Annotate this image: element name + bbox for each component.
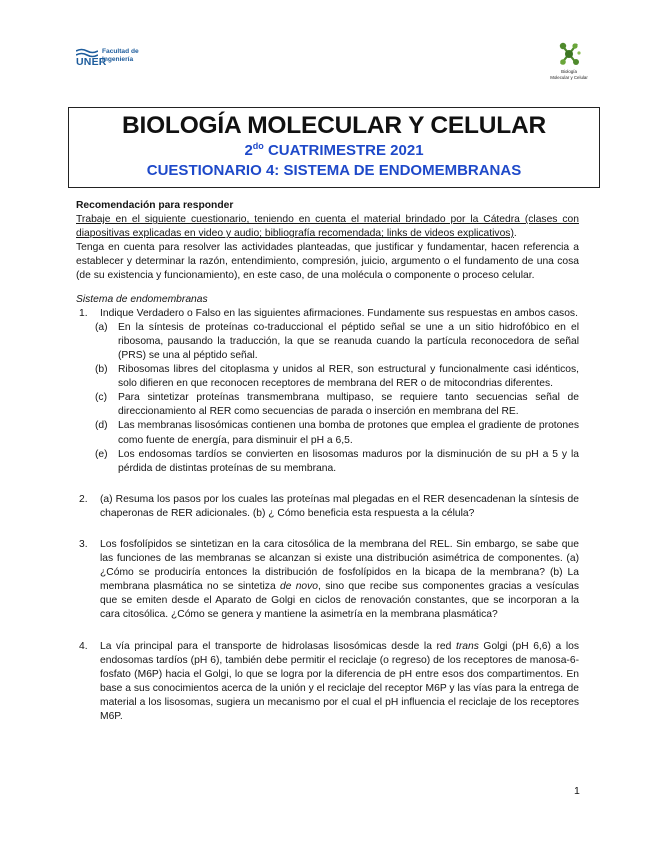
item-text: Las membranas lisosómicas contienen una bomba de protones que emplea el gradiente de protones como fuente de energía, para disminuir el pH a 6,5. bbox=[118, 420, 579, 446]
question-1-item-d bbox=[76, 419, 579, 447]
question-1 bbox=[76, 307, 579, 321]
item-text: Para sintetizar proteínas transmembrana multipaso, se requiere tanto secuencias señal de direccionamiento al RER como secuencias de parada o inserción en membrana del RE. bbox=[118, 392, 579, 418]
course-logo bbox=[544, 40, 594, 90]
item-label: (e) bbox=[95, 448, 108, 460]
question-4-part-1: La vía principal para el transporte de hidrolasas lisosómicas desde la red bbox=[100, 640, 456, 652]
question-1-item-a bbox=[76, 321, 579, 363]
question-4-number: 4. bbox=[79, 640, 88, 652]
title-box bbox=[68, 107, 600, 188]
item-text: En la síntesis de proteínas co-traduccional el péptido señal se une a un sitio hidrofóbico en el ribosoma, pausando la traducción, la que se reanuda cuando la partícula reconocedora de señal (PRS) se una al péptido señal. bbox=[118, 321, 579, 361]
question-2-number: 2. bbox=[79, 493, 88, 505]
page-number: 1 bbox=[574, 785, 580, 797]
recommendation-period: . bbox=[513, 228, 517, 240]
question-2-text: (a) Resuma los pasos por los cuales las proteínas mal plegadas en el RER desencadenan la síntesis de chaperonas de RER adicionales. (b) ¿ Cómo beneficia esta respuesta a la célula? bbox=[100, 493, 579, 519]
course-title: BIOLOGÍA MOLECULAR Y CELULAR bbox=[121, 112, 547, 139]
question-3-part-2: , sino que recibe sus componentes gracias a vesículas que se emiten desde el Aparato de Golgi en ciclos de renovación constantes, que se incorporan a la cara citosólica. ¿Cómo se genera y mantiene la asimetría en la membrana plasmática? bbox=[100, 581, 579, 621]
semester-ordinal: do bbox=[252, 141, 264, 151]
question-2 bbox=[76, 493, 579, 521]
question-3-italic: de novo bbox=[279, 581, 319, 593]
item-label: (d) bbox=[95, 420, 108, 432]
item-label: (a) bbox=[95, 321, 108, 333]
questionnaire-title: CUESTIONARIO 4: SISTEMA DE ENDOMEMBRANAS bbox=[146, 162, 522, 179]
item-label: (b) bbox=[95, 364, 108, 376]
item-text: Ribosomas libres del citoplasma y unidos al RER, son estructural y funcionalmente casi idénticos, solo difieren en que reconocen receptores de membrana del RER o de mitocondrias diferentes. bbox=[118, 364, 579, 390]
course-logo-caption-1: Biología bbox=[561, 69, 577, 74]
course-logo-caption-2: Molecular y Celular bbox=[550, 75, 588, 80]
faculty-line-2: Ingeniería bbox=[102, 56, 134, 63]
question-4-italic: trans bbox=[455, 640, 479, 652]
question-1-item-e bbox=[76, 448, 579, 476]
item-label: (c) bbox=[95, 392, 108, 404]
question-1-number: 1. bbox=[79, 307, 88, 319]
recommendation-underlined-text: Trabaje en el siguiente cuestionario, teniendo en cuenta el material brindado por la Cátedra (clases con diapositivas explicadas en video y audio; bibliografía recomendada; links de videos explicativos) bbox=[76, 214, 579, 240]
faculty-line-1: Facultad de bbox=[102, 48, 139, 55]
question-1-text: Indique Verdadero o Falso en las siguientes afirmaciones. Fundamente sus respuestas en ambos casos. bbox=[100, 307, 578, 319]
faculty-name bbox=[102, 48, 139, 64]
question-3 bbox=[76, 538, 579, 623]
question-4 bbox=[76, 640, 579, 725]
question-3-part-1: Los fosfolípidos se sintetizan en la cara citosólica de la membrana del REL. Sin embargo, se sabe que las funciones de las membranas se alcanzan si existe una distribución asimétrica de componentes. (a) ¿Cómo se produciría entonces la distribución de fosfolípidos en la bicapa de la membrana? (b) La membrana plasmática no se sintetiza bbox=[100, 538, 579, 593]
question-3-number: 3. bbox=[79, 538, 88, 550]
logo-mark: UNER bbox=[76, 56, 107, 68]
semester-number: 2 bbox=[244, 142, 253, 159]
question-4-part-2: Golgi (pH 6,6) a los endosomas tardíos (pH 6), también debe permitir el reciclaje (o regreso) de los receptores de manosa-6-fosfato (M6P) hacia el Golgi, lo que se logra por la diferencia de pH entre esos dos compartimentos. En base a sus conocimientos acerca de la unión y el reciclaje del receptor M6P y las vías para la entrega de material a los lisosomas, sugiera un mecanismo por el cual el pH influencia el reciclaje de los receptores M6P. bbox=[100, 640, 579, 722]
section-title: Sistema de endomembranas bbox=[76, 293, 208, 305]
question-4-text bbox=[100, 640, 579, 725]
question-1-item-b bbox=[76, 363, 579, 391]
recommendation-heading: Recomendación para responder bbox=[76, 200, 234, 211]
recommendation-body: Tenga en cuenta para resolver las actividades planteadas, que justificar y fundamentar, hacen referencia a establecer y determinar la razón, entendimiento, compresión, juicio, argumento o el fundamento de una cosa (de su existencia y funcionamiento), en este caso, de una molécula o componente o proceso celular. bbox=[76, 242, 579, 282]
item-text: Los endosomas tardíos se convierten en lisosomas maduros por la disminución de su pH a 5 y la pérdida de distintas proteínas de su membrana. bbox=[118, 448, 579, 474]
question-3-text bbox=[100, 538, 579, 623]
recommendation-underlined-paragraph bbox=[76, 213, 579, 241]
document-body bbox=[76, 199, 579, 724]
cell-emblem-icon bbox=[555, 40, 583, 68]
semester-text: CUATRIMESTRE 2021 bbox=[263, 142, 424, 159]
question-1-item-c bbox=[76, 391, 579, 419]
faculty-logo bbox=[76, 46, 166, 70]
semester-line bbox=[69, 141, 599, 161]
